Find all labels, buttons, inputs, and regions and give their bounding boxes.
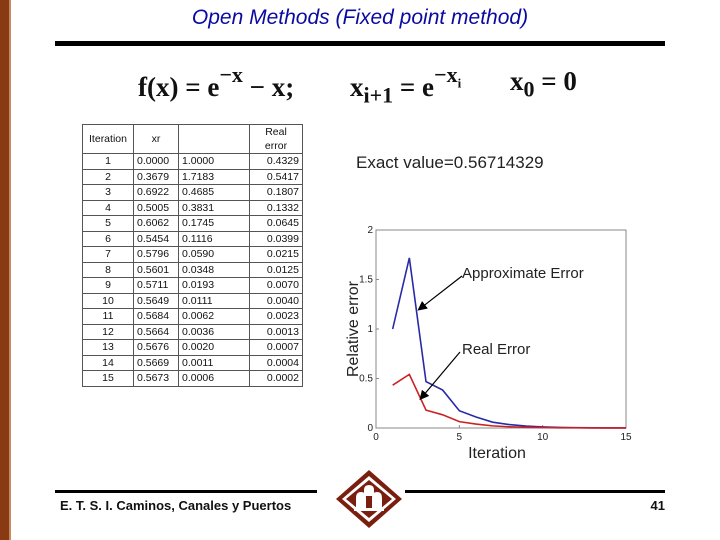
cell-xr: 0.5664 xyxy=(134,324,179,340)
relative-error-chart xyxy=(338,218,638,468)
cell-xr: 0.0000 xyxy=(134,154,179,170)
cell-approx-error: 0.0062 xyxy=(179,309,250,325)
cell-xr: 0.5676 xyxy=(134,340,179,356)
page-number: 41 xyxy=(650,498,665,513)
equation-initial-part: $x_0 = 0$ xyxy=(510,66,577,102)
cell-iteration: 7 xyxy=(83,247,134,263)
cell-xr: 0.5669 xyxy=(134,355,179,371)
table-row xyxy=(83,231,303,247)
cell-approx-error: 0.0011 xyxy=(179,355,250,371)
y-tick-label: 0 xyxy=(367,423,373,434)
y-axis-label: Relative error xyxy=(345,280,362,378)
y-tick-label: 1.5 xyxy=(359,274,373,286)
header-xr: xr xyxy=(134,125,179,154)
iteration-table xyxy=(82,124,303,387)
cell-approx-error: 0.0020 xyxy=(179,340,250,356)
table-row xyxy=(83,355,303,371)
table-row xyxy=(83,340,303,356)
cell-approx-error: 0.1116 xyxy=(179,231,250,247)
cell-iteration: 3 xyxy=(83,185,134,201)
cell-xr: 0.5454 xyxy=(134,231,179,247)
equation-f-part: $f(x) = e^{-x} - x$; xyxy=(138,62,295,102)
annotation-real-error: Real Error xyxy=(462,341,531,358)
cell-approx-error: 0.0111 xyxy=(179,293,250,309)
cell-xr: 0.5796 xyxy=(134,247,179,263)
table-row xyxy=(83,185,303,201)
table-row xyxy=(83,169,303,185)
cell-iteration: 12 xyxy=(83,324,134,340)
cell-approx-error: 1.0000 xyxy=(179,154,250,170)
plot-frame xyxy=(376,230,626,428)
slide-sidebar-bar xyxy=(0,0,11,540)
footer-rule-left xyxy=(55,490,317,493)
cell-iteration: 11 xyxy=(83,309,134,325)
annotation-arrow-approximate xyxy=(419,276,462,309)
cell-iteration: 13 xyxy=(83,340,134,356)
cell-approx-error: 0.0193 xyxy=(179,278,250,294)
cell-real-error: 0.0125 xyxy=(250,262,303,278)
cell-real-error: 0.5417 xyxy=(250,169,303,185)
cell-real-error: 0.1807 xyxy=(250,185,303,201)
cell-iteration: 2 xyxy=(83,169,134,185)
cell-approx-error: 0.4685 xyxy=(179,185,250,201)
table-row xyxy=(83,324,303,340)
table-row xyxy=(83,278,303,294)
cell-real-error: 0.0007 xyxy=(250,340,303,356)
title-rule xyxy=(55,41,665,46)
table-row xyxy=(83,371,303,387)
cell-xr: 0.5601 xyxy=(134,262,179,278)
cell-real-error: 0.0023 xyxy=(250,309,303,325)
cell-iteration: 15 xyxy=(83,371,134,387)
fixed-point-equation xyxy=(138,58,608,108)
slide-title: Open Methods (Fixed point method) xyxy=(191,6,529,29)
table-row xyxy=(83,262,303,278)
equation-iteration-part: $x_{i+1} = e^{-x_i}$ xyxy=(350,62,462,108)
cell-iteration: 9 xyxy=(83,278,134,294)
cell-iteration: 10 xyxy=(83,293,134,309)
x-tick-label: 5 xyxy=(456,432,463,443)
y-tick-label: 1 xyxy=(367,324,373,335)
table-row xyxy=(83,247,303,263)
cell-real-error: 0.0070 xyxy=(250,278,303,294)
cell-xr: 0.6922 xyxy=(134,185,179,201)
cell-real-error: 0.0215 xyxy=(250,247,303,263)
cell-iteration: 14 xyxy=(83,355,134,371)
cell-approx-error: 0.0348 xyxy=(179,262,250,278)
table-row xyxy=(83,293,303,309)
cell-real-error: 0.0004 xyxy=(250,355,303,371)
table-row xyxy=(83,309,303,325)
cell-xr: 0.5005 xyxy=(134,200,179,216)
cell-xr: 0.5684 xyxy=(134,309,179,325)
x-tick-label: 10 xyxy=(537,432,549,443)
annotation-approximate-error: Approximate Error xyxy=(462,265,584,282)
cell-approx-error: 0.0590 xyxy=(179,247,250,263)
cell-xr: 0.6062 xyxy=(134,216,179,232)
table-row xyxy=(83,216,303,232)
cell-real-error: 0.0399 xyxy=(250,231,303,247)
cell-real-error: 0.0645 xyxy=(250,216,303,232)
cell-real-error: 0.0040 xyxy=(250,293,303,309)
x-axis-label: Iteration xyxy=(468,445,526,462)
cell-real-error: 0.4329 xyxy=(250,154,303,170)
header-real-error: Real error xyxy=(250,125,303,154)
cell-real-error: 0.0002 xyxy=(250,371,303,387)
cell-iteration: 1 xyxy=(83,154,134,170)
table-header-row xyxy=(83,125,303,154)
exact-value-text: Exact value=0.56714329 xyxy=(356,153,544,172)
cell-xr: 0.5673 xyxy=(134,371,179,387)
cell-approx-error: 0.1745 xyxy=(179,216,250,232)
cell-xr: 0.5649 xyxy=(134,293,179,309)
cell-iteration: 6 xyxy=(83,231,134,247)
header-approx-error xyxy=(179,125,250,154)
cell-real-error: 0.0013 xyxy=(250,324,303,340)
cell-approx-error: 0.3831 xyxy=(179,200,250,216)
table-row xyxy=(83,200,303,216)
table-row xyxy=(83,154,303,170)
cell-iteration: 8 xyxy=(83,262,134,278)
cell-real-error: 0.1332 xyxy=(250,200,303,216)
footer-institution: E. T. S. I. Caminos, Canales y Puertos xyxy=(60,498,292,513)
x-tick-label: 0 xyxy=(373,432,379,443)
annotation-arrow-real xyxy=(421,352,460,398)
cell-approx-error: 0.0006 xyxy=(179,371,250,387)
university-logo xyxy=(334,468,404,530)
cell-iteration: 4 xyxy=(83,200,134,216)
cell-iteration: 5 xyxy=(83,216,134,232)
x-tick-label: 15 xyxy=(620,432,632,443)
cell-xr: 0.3679 xyxy=(134,169,179,185)
cell-xr: 0.5711 xyxy=(134,278,179,294)
y-tick-label: 2 xyxy=(367,225,373,236)
header-iteration: Iteration xyxy=(83,125,134,154)
cell-approx-error: 1.7183 xyxy=(179,169,250,185)
cell-approx-error: 0.0036 xyxy=(179,324,250,340)
footer-rule-right xyxy=(405,490,665,493)
y-tick-label: 0.5 xyxy=(359,373,373,385)
